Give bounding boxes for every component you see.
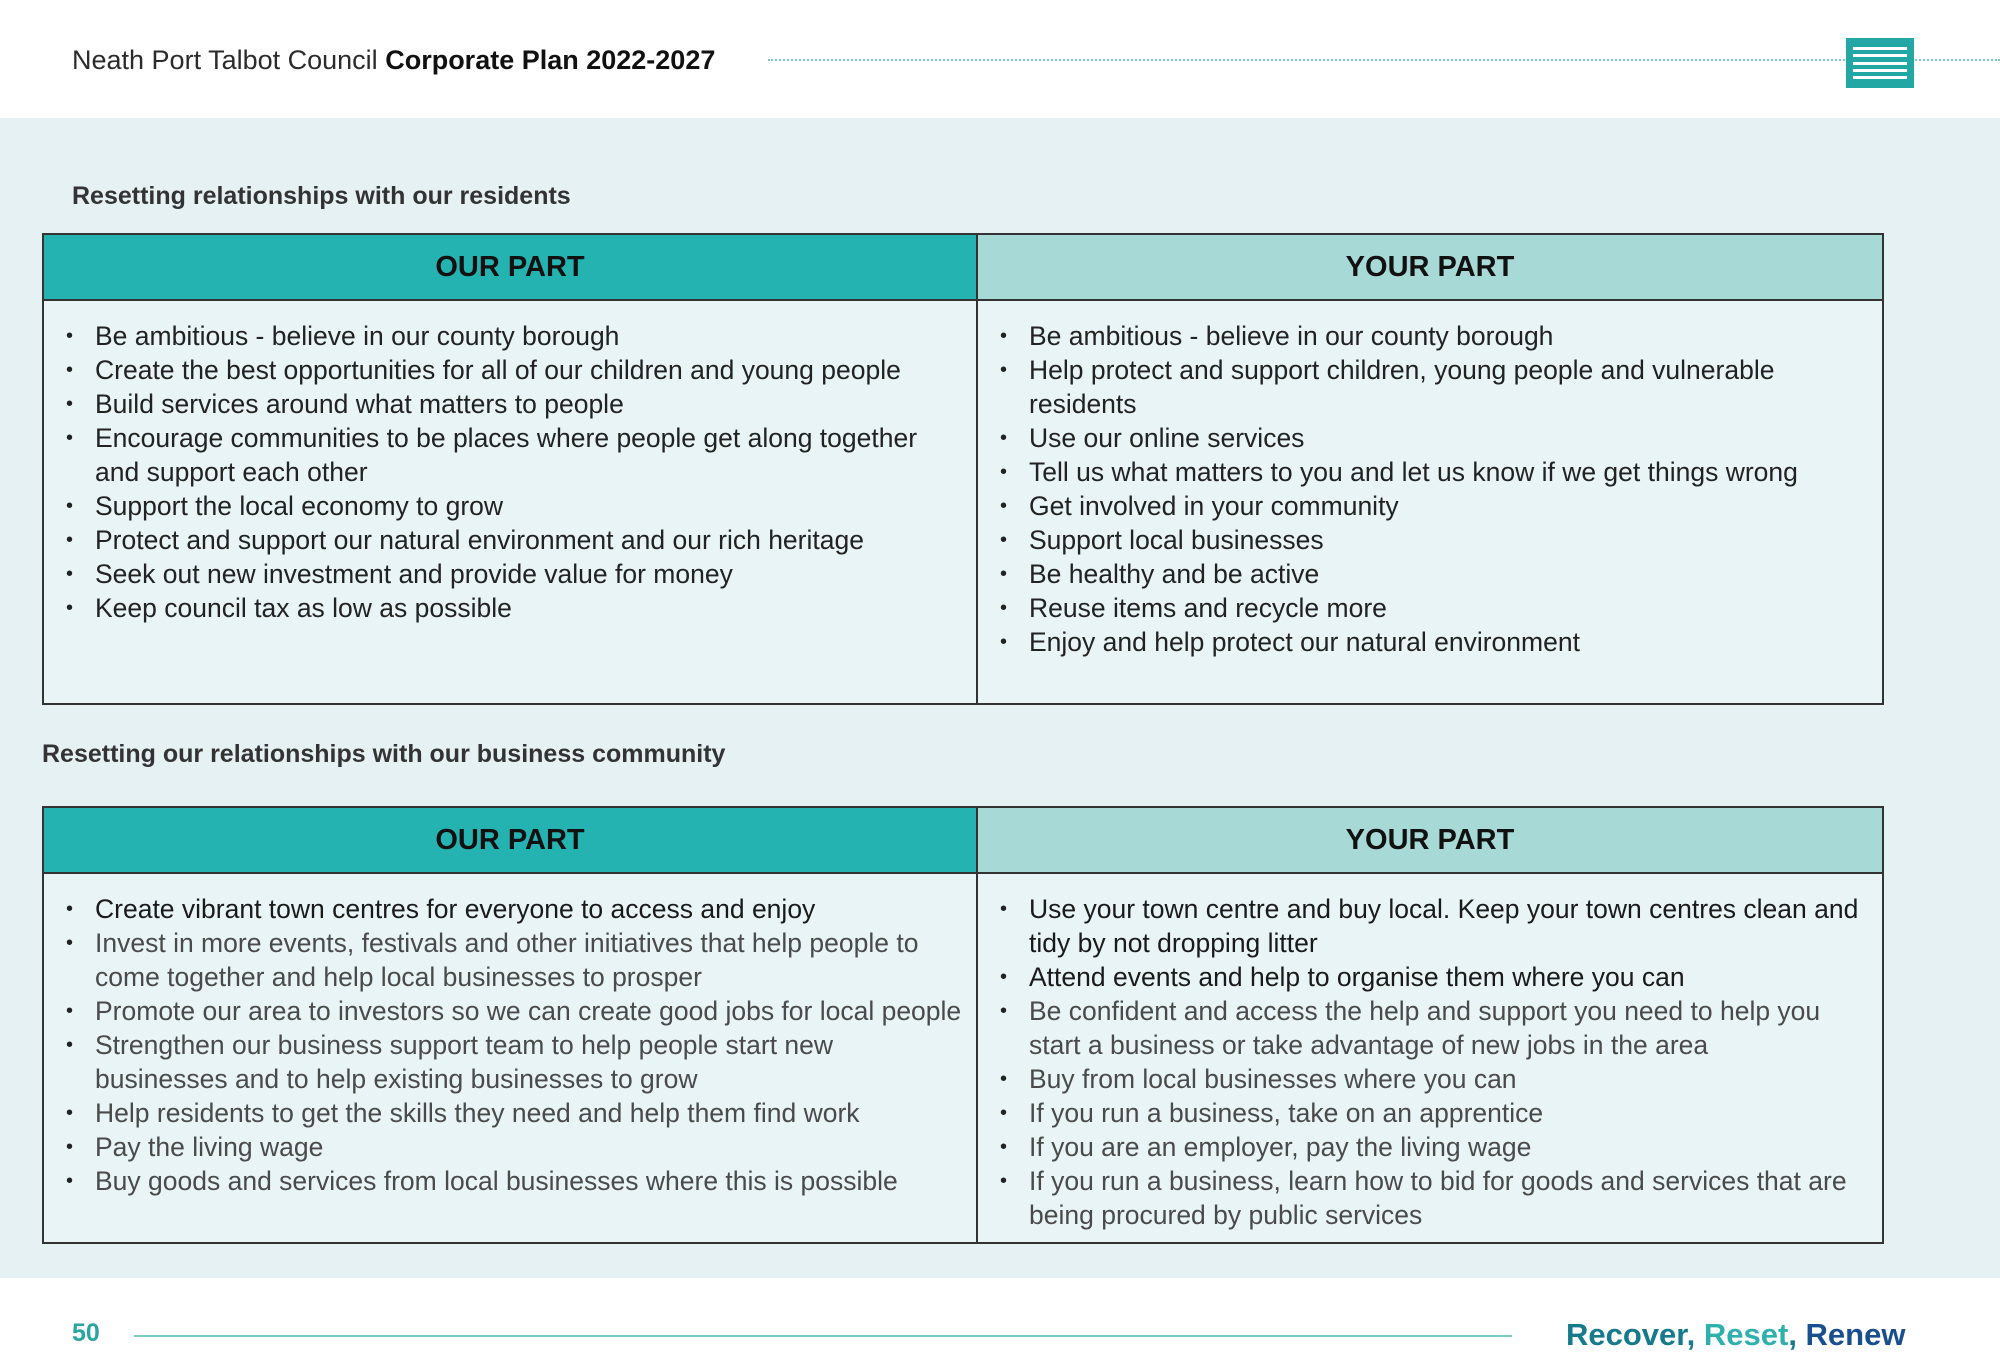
hamburger-menu-icon[interactable] (1846, 38, 1914, 88)
list-item: • Help protect and support children, young people and vulnerable residents (1000, 353, 1872, 421)
list-item: • Enjoy and help protect our natural environment (1000, 625, 1872, 659)
list-item: • Strengthen our business support team to help people start new businesses and to help existing businesses to grow (66, 1028, 966, 1096)
your-part-header: YOUR PART (978, 235, 1882, 301)
residents-table (42, 233, 1884, 705)
page-number: 50 (72, 1319, 100, 1347)
section-heading-business: Resetting our relationships with our business community (42, 740, 726, 768)
organisation-name: Neath Port Talbot Council (72, 45, 378, 75)
residents-your-part-list (978, 301, 1882, 659)
list-item: • Support local businesses (1000, 523, 1872, 557)
business-our-part-list (44, 874, 976, 1198)
tagline-word-renew: Renew (1805, 1317, 1906, 1352)
list-item: • Protect and support our natural environment and our rich heritage (66, 523, 966, 557)
residents-our-part-list (44, 301, 976, 625)
list-item: • Be ambitious - believe in our county borough (1000, 319, 1872, 353)
tagline-word-recover: Recover (1566, 1317, 1687, 1352)
list-item: • Promote our area to investors so we can create good jobs for local people (66, 994, 966, 1028)
business-table (42, 806, 1884, 1244)
tagline-word-reset: Reset (1703, 1317, 1789, 1352)
list-item: • Create the best opportunities for all of our children and young people (66, 353, 966, 387)
list-item: • Invest in more events, festivals and other initiatives that help people to come together and help local businesses to prosper (66, 926, 966, 994)
list-item: • Reuse items and recycle more (1000, 591, 1872, 625)
list-item: • Build services around what matters to people (66, 387, 966, 421)
residents-your-part-column (978, 235, 1882, 703)
document-title (72, 42, 715, 78)
our-part-header: OUR PART (44, 235, 976, 301)
list-item: • Be healthy and be active (1000, 557, 1872, 591)
list-item: • Tell us what matters to you and let us know if we get things wrong (1000, 455, 1872, 489)
list-item: • Get involved in your community (1000, 489, 1872, 523)
content-panel (0, 118, 2000, 1278)
list-item: • Encourage communities to be places where people get along together and support each other (66, 421, 966, 489)
list-item: • Be ambitious - believe in our county borough (66, 319, 966, 353)
list-item: • Pay the living wage (66, 1130, 966, 1164)
list-item: • Create vibrant town centres for everyone to access and enjoy (66, 892, 966, 926)
list-item: • If you are an employer, pay the living wage (1000, 1130, 1872, 1164)
list-item: • Help residents to get the skills they need and help them find work (66, 1096, 966, 1130)
page-header (0, 0, 2000, 118)
list-item: • Use your town centre and buy local. Keep your town centres clean and tidy by not dropping litter (1000, 892, 1872, 960)
list-item: • Buy from local businesses where you can (1000, 1062, 1872, 1096)
business-your-part-list (978, 874, 1882, 1232)
plan-name: Corporate Plan 2022-2027 (385, 45, 716, 75)
tagline: Recover, Reset, Renew (1566, 1317, 1906, 1352)
list-item: • Be confident and access the help and support you need to help you start a business or take advantage of new jobs in the area (1000, 994, 1872, 1062)
list-item: • Keep council tax as low as possible (66, 591, 966, 625)
your-part-header: YOUR PART (978, 808, 1882, 874)
section-heading-residents: Resetting relationships with our residents (72, 182, 571, 210)
business-our-part-column (44, 808, 978, 1242)
header-dotted-rule (768, 59, 2000, 61)
list-item: • If you run a business, take on an apprentice (1000, 1096, 1872, 1130)
list-item: • Use our online services (1000, 421, 1872, 455)
business-your-part-column (978, 808, 1882, 1242)
residents-our-part-column (44, 235, 978, 703)
list-item: • If you run a business, learn how to bid for goods and services that are being procured by public services (1000, 1164, 1872, 1232)
list-item: • Support the local economy to grow (66, 489, 966, 523)
list-item: • Buy goods and services from local businesses where this is possible (66, 1164, 966, 1198)
our-part-header: OUR PART (44, 808, 976, 874)
footer-rule (134, 1335, 1512, 1337)
list-item: • Attend events and help to organise them where you can (1000, 960, 1872, 994)
list-item: • Seek out new investment and provide value for money (66, 557, 966, 591)
